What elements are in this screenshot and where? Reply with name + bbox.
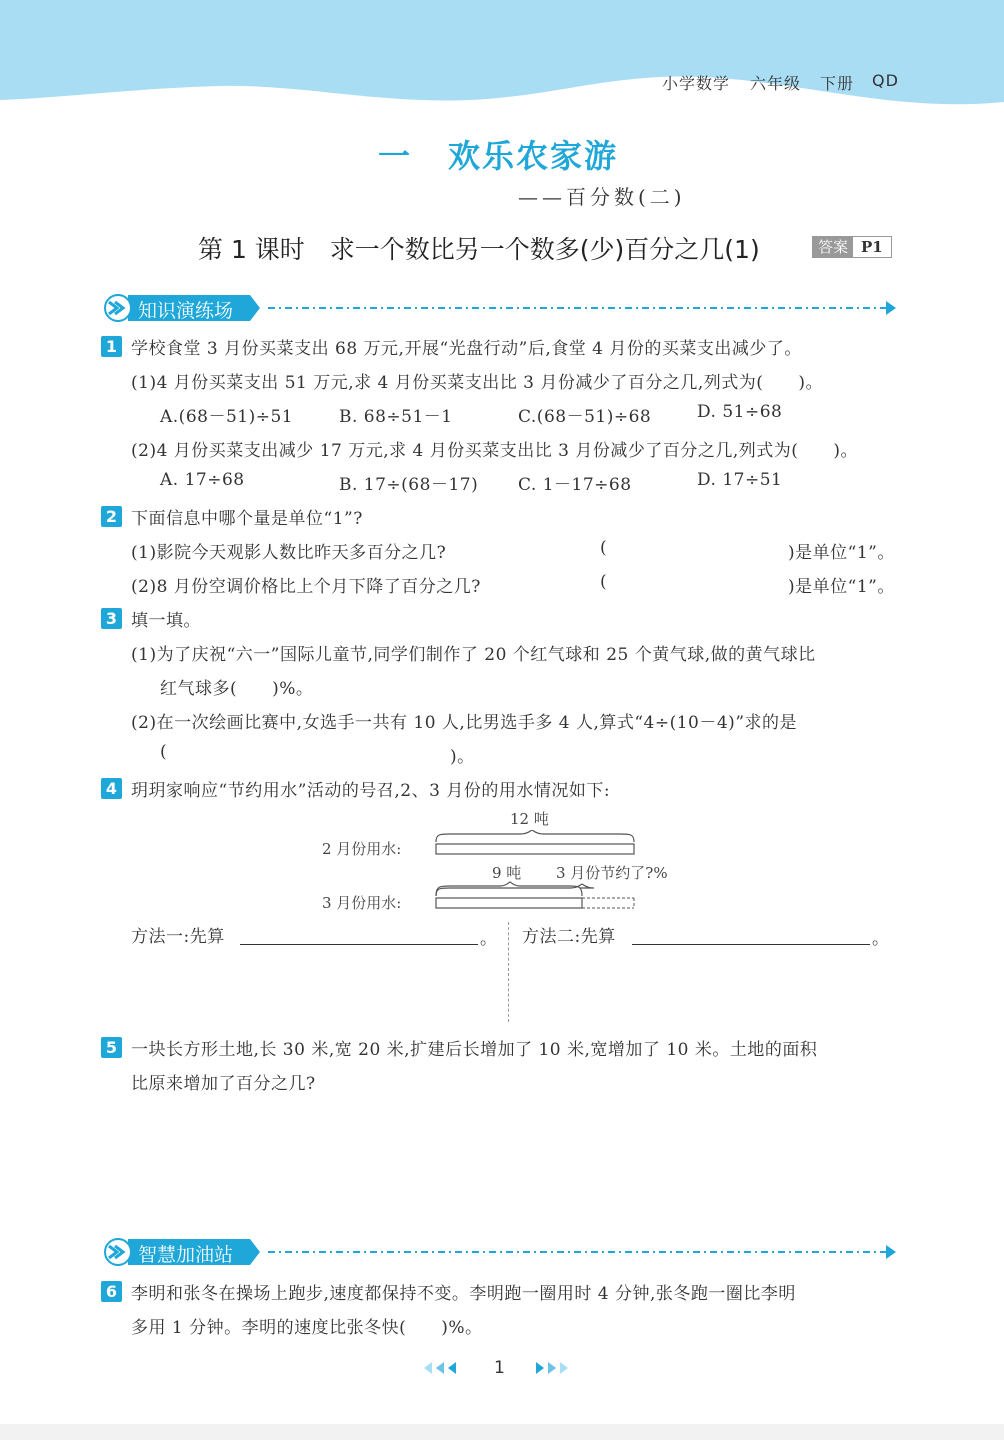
q1-p2-option-d[interactable]: D. 17÷51: [697, 470, 783, 490]
method2-period: 。: [872, 929, 890, 949]
feb-amount-label: 12 吨: [510, 810, 549, 828]
unit-subtitle: ——百分数(二): [518, 185, 686, 209]
mar-usage-label: 3 月份用水:: [322, 894, 402, 912]
q1-stem: 学校食堂 3 月份买菜支出 68 万元,开展“光盘行动”后,食堂 4 月份的买菜支出减少了。: [131, 339, 802, 359]
method2-blank[interactable]: [632, 944, 870, 945]
method2-label: 方法二:先算: [522, 927, 616, 947]
question-number-3: 3: [101, 608, 122, 629]
q1-p2-option-c[interactable]: C. 1－17÷68: [518, 475, 632, 495]
answer-badge: [812, 236, 892, 258]
q3-p2-answer-close: )。: [450, 747, 475, 767]
q1-part2: (2)4 月份买菜支出减少 17 万元,求 4 月份买菜支出比 3 月份减少了百分之几,列式为( )。: [131, 441, 859, 461]
feb-usage-label: 2 月份用水:: [322, 840, 402, 858]
q1-p1-option-c[interactable]: C.(68－51)÷68: [518, 407, 652, 427]
q2-part1: (1)影院今天观影人数比昨天多百分之几?: [131, 543, 447, 563]
method1-period: 。: [480, 929, 498, 949]
lesson-title: 第 1 课时 求一个数比另一个数多(少)百分之几(1): [198, 235, 760, 264]
q3-part1-line2[interactable]: 红气球多( )%。: [160, 679, 314, 699]
q1-p1-option-b[interactable]: B. 68÷51－1: [339, 407, 453, 427]
q4-stem: 玥玥家响应“节约用水”活动的号召,2、3 月份的用水情况如下:: [131, 781, 611, 801]
q2-p1-answer-close: )是单位“1”。: [788, 543, 895, 563]
question-number-5: 5: [101, 1037, 122, 1058]
header-edition: QD: [872, 71, 899, 90]
saved-label: 3 月份节约了?%: [556, 864, 668, 882]
prev-arrows-icon: [420, 1360, 470, 1376]
q2-p2-answer-open[interactable]: (: [600, 572, 608, 592]
section-label-challenge: 智慧加油站: [138, 1244, 234, 1266]
header-volume: 下册: [820, 74, 855, 93]
question-number-4: 4: [101, 778, 122, 799]
mar-amount-label: 9 吨: [492, 864, 522, 882]
header-subject: 小学数学: [662, 74, 731, 93]
q1-p2-option-a[interactable]: A. 17÷68: [160, 470, 245, 490]
q1-part1: (1)4 月份买菜支出 51 万元,求 4 月份买菜支出比 3 月份减少了百分之几,列式为( )。: [131, 373, 824, 393]
method-divider: [508, 922, 509, 1022]
q5-line2: 比原来增加了百分之几?: [131, 1074, 316, 1094]
q3-part1-line1: (1)为了庆祝“六一”国际儿童节,同学们制作了 20 个红气球和 25 个黄气球,做的黄气球比: [131, 645, 816, 665]
q1-p1-option-d[interactable]: D. 51÷68: [697, 402, 783, 422]
q6-line1: 李明和张冬在操场上跑步,速度都保持不变。李明跑一圈用时 4 分钟,张冬跑一圈比李明: [131, 1284, 796, 1304]
q5-line1: 一块长方形土地,长 30 米,宽 20 米,扩建后长增加了 10 米,宽增加了 10 米。土地的面积: [131, 1040, 818, 1060]
q6-line2[interactable]: 多用 1 分钟。李明的速度比张冬快( )%。: [131, 1318, 483, 1338]
section-label-practice: 知识演练场: [138, 300, 234, 322]
q2-stem: 下面信息中哪个量是单位“1”?: [131, 509, 363, 529]
method1-blank[interactable]: [240, 944, 478, 945]
bottom-strip: [0, 1424, 1004, 1440]
q1-p1-option-a[interactable]: A.(68－51)÷51: [160, 407, 294, 427]
header-grade: 六年级: [750, 74, 802, 93]
q3-p2-answer-open[interactable]: (: [160, 742, 168, 762]
next-arrows-icon: [532, 1360, 582, 1376]
answer-label: 答案: [813, 237, 853, 257]
question-number-1: 1: [101, 336, 122, 357]
unit-title: 欢乐农家游: [448, 137, 619, 175]
question-number-2: 2: [101, 506, 122, 527]
page-number: 1: [494, 1358, 505, 1378]
q3-part2-line1: (2)在一次绘画比赛中,女选手一共有 10 人,比男选手多 4 人,算式“4÷(10－4)”求的是: [131, 713, 798, 733]
q2-p1-answer-open[interactable]: (: [600, 538, 608, 558]
answer-page: P1: [861, 238, 883, 256]
q1-p2-option-b[interactable]: B. 17÷(68－17): [339, 475, 479, 495]
method1-label: 方法一:先算: [131, 927, 225, 947]
unit-number: 一: [378, 137, 413, 175]
q2-part2: (2)8 月份空调价格比上个月下降了百分之几?: [131, 577, 481, 597]
question-number-6: 6: [101, 1281, 122, 1302]
q3-stem: 填一填。: [131, 611, 201, 631]
q2-p2-answer-close: )是单位“1”。: [788, 577, 895, 597]
